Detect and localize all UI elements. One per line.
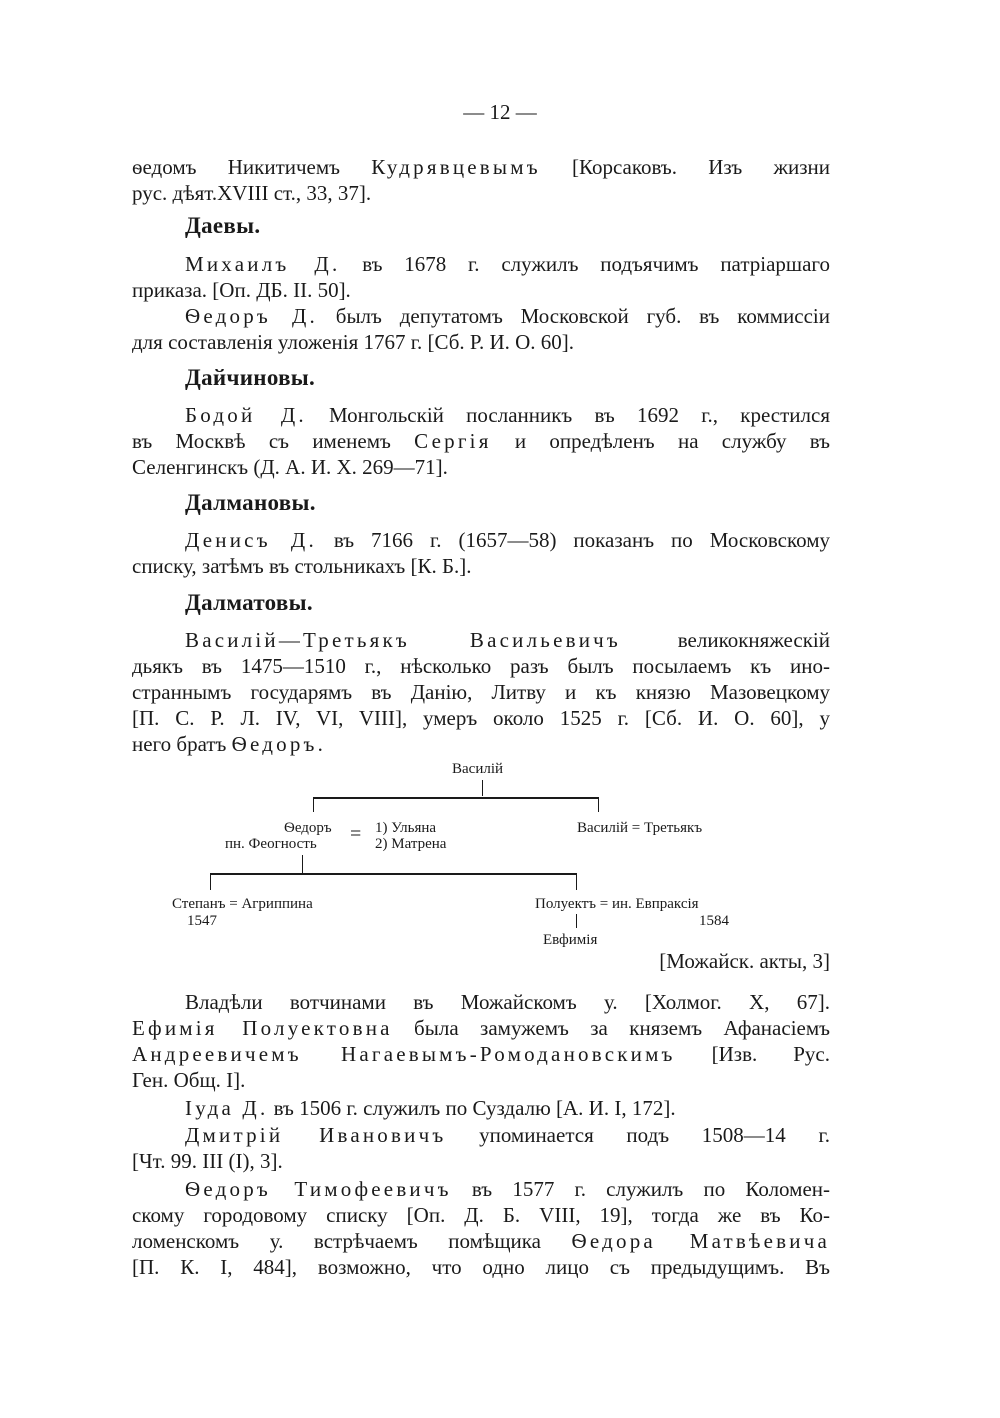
paragraph-vasily-3: страннымъ государямъ въ Данію, Литву и къ князю Мазовецкому bbox=[132, 680, 830, 704]
paragraph-mikhail: Михаилъ Д. въ 1678 г. служилъ подъячимъ патріаршаго bbox=[185, 252, 830, 276]
tree-line bbox=[210, 873, 577, 875]
tree-line bbox=[576, 914, 577, 928]
tree-line bbox=[598, 798, 599, 812]
tree-vasily-tretyak: Василій = Третьякъ bbox=[577, 820, 703, 836]
heading-daevy: Даевы. bbox=[185, 213, 261, 238]
tree-equals: = bbox=[350, 823, 362, 845]
paragraph-fedor-t-4: [П. К. I, 484], возможно, что одно лицо съ предыдущимъ. Въ bbox=[132, 1255, 830, 1279]
tree-root: Василій bbox=[452, 761, 504, 777]
tree-line bbox=[210, 874, 211, 890]
tree-efimia: Евфимія bbox=[543, 932, 598, 948]
paragraph-estates-3: Андреевичемъ Нагаевымъ-Ромодановскимъ [Изв. Рус. bbox=[132, 1042, 831, 1066]
tree-poluekt: Полуектъ = ин. Евпраксія bbox=[535, 896, 699, 912]
paragraph-fedor-t-2: скому городовому списку [Оп. Д. Б. VIII, 19], тогда же въ Ко- bbox=[132, 1203, 830, 1227]
paragraph-dmitry: Дмитрій Ивановичъ упоминается подъ 1508—14 г. bbox=[185, 1123, 830, 1147]
heading-dalmanovy: Далмановы. bbox=[185, 490, 316, 515]
tree-line bbox=[482, 780, 483, 796]
tree-source: [Можайск. акты, 3] bbox=[659, 949, 830, 973]
tree-poluekt-year: 1584 bbox=[699, 913, 729, 929]
paragraph-fedor-t: Ѳедоръ Тимофеевичъ въ 1577 г. служилъ по Коломен- bbox=[185, 1177, 831, 1201]
paragraph-estates-end: Ген. Общ. I]. bbox=[132, 1068, 246, 1092]
tree-stepan: Степанъ = Агриппина bbox=[172, 896, 313, 912]
paragraph-vasily-end: него братъ Ѳедоръ. bbox=[132, 732, 323, 756]
tree-fedor-monk: пн. Феогность bbox=[225, 836, 317, 852]
paragraph-bodoi: Бодой Д. Монгольскій посланникъ въ 1692 г., крестился bbox=[185, 403, 830, 427]
heading-daichinovy: Дайчиновы. bbox=[185, 365, 316, 390]
paragraph-denis-end: списку, затѣмъ въ стольникахъ [К. Б.]. bbox=[132, 554, 472, 578]
paragraph-vasily-4: [П. С. Р. Л. IV, VI, VIII], умеръ около 1525 г. [Сб. И. О. 60], у bbox=[132, 706, 830, 730]
paragraph-intro: ѳедомъ Никитичемъ Кудрявцевымъ [Корсаковъ. Изъ жизни bbox=[132, 155, 830, 179]
paragraph-intro-end: рус. дѣят.XVIII ст., 33, 37]. bbox=[132, 181, 372, 205]
tree-stepan-year: 1547 bbox=[187, 913, 217, 929]
paragraph-fedor-t-3: ломенскомъ у. встрѣчаемъ помѣщика Ѳедора Матвѣевича bbox=[132, 1229, 831, 1253]
paragraph-iuda: Іуда Д. въ 1506 г. служилъ по Суздалю [А. И. I, 172]. bbox=[185, 1096, 676, 1120]
tree-wife-2: 2) Матрена bbox=[375, 836, 447, 852]
paragraph-estates: Владѣли вотчинами въ Можайскомъ у. [Холмог. X, 67]. bbox=[185, 990, 830, 1014]
paragraph-estates-2: Ефимія Полуектовна была замужемъ за княземъ Афанасіемъ bbox=[132, 1016, 830, 1040]
tree-line bbox=[313, 798, 314, 812]
paragraph-bodoi-2: въ Москвѣ съ именемъ Сергія и опредѣленъ на службу въ bbox=[132, 429, 830, 453]
tree-line bbox=[313, 797, 599, 799]
heading-dalmatovy: Далматовы. bbox=[185, 590, 313, 615]
paragraph-denis: Денисъ Д. въ 7166 г. (1657—58) показанъ по Московскому bbox=[185, 528, 830, 552]
tree-line bbox=[576, 874, 577, 890]
tree-fedor: Ѳедоръ bbox=[284, 820, 332, 836]
paragraph-bodoi-end: Селенгинскъ (Д. А. И. Х. 269—71]. bbox=[132, 455, 448, 479]
paragraph-vasily: Василій—Третьякъ Васильевичъ великокняжескій bbox=[185, 628, 830, 652]
paragraph-dmitry-end: [Чт. 99. III (I), 3]. bbox=[132, 1149, 283, 1173]
page-number: — 12 — bbox=[463, 100, 537, 124]
paragraph-mikhail-end: приказа. [Оп. ДБ. II. 50]. bbox=[132, 278, 351, 302]
tree-line bbox=[302, 855, 303, 873]
paragraph-vasily-2: дьякъ въ 1475—1510 г., нѣсколько разъ былъ посылаемъ къ ино- bbox=[132, 654, 830, 678]
paragraph-fedor: Ѳедоръ Д. былъ депутатомъ Московской губ. въ коммиссіи bbox=[185, 304, 830, 328]
paragraph-fedor-end: для составленія уложенія 1767 г. [Сб. Р. И. О. 60]. bbox=[132, 330, 575, 354]
tree-wife-1: 1) Ульяна bbox=[375, 820, 437, 836]
